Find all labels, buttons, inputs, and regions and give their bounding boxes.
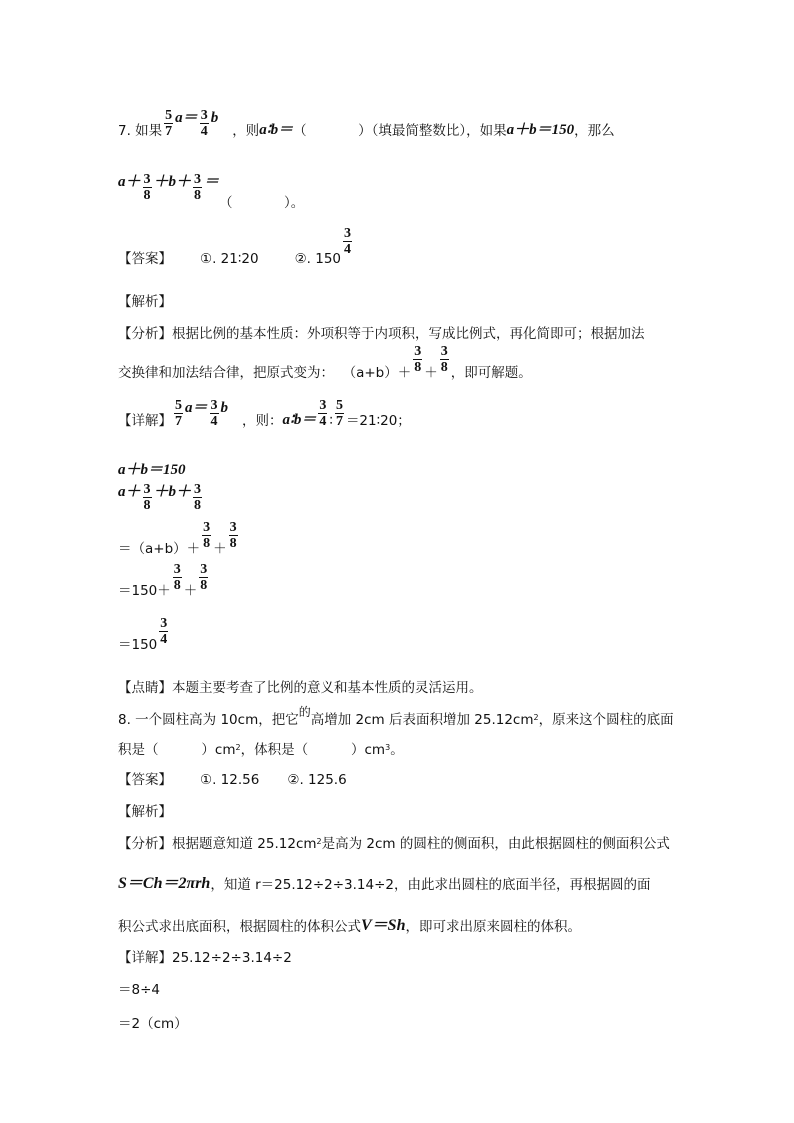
text-segment: 【分析】根据题意知道 25.12cm (118, 836, 317, 852)
text-segment: b (210, 110, 219, 126)
fraction (159, 616, 168, 647)
fraction (343, 226, 352, 257)
text-segment: ＋ (424, 365, 438, 381)
text-segment: a∶b＝ (282, 412, 317, 428)
text-segment: 3 (344, 226, 352, 241)
text-segment: 3 (160, 616, 168, 631)
text-segment: 3 (440, 344, 448, 359)
fraction (202, 520, 211, 551)
analysis-text-2 (118, 344, 532, 381)
text-segment: b (220, 400, 229, 416)
question-number: 7. 如果 (118, 123, 163, 139)
text-segment: ①. 21∶20 (200, 251, 259, 267)
text-segment: 3 (203, 520, 211, 535)
fraction (143, 172, 152, 203)
text-segment: 5 (335, 398, 343, 413)
text-segment: ，体积是（ ）cm (240, 742, 386, 758)
text-segment: ＝150 (118, 637, 158, 653)
step-4 (118, 562, 210, 599)
text-segment: ，原来这个圆柱的底面 (538, 712, 674, 728)
fraction (210, 398, 219, 429)
text-segment: ，知道 r＝25.12÷2÷3.14÷2，由此求出圆柱的底面半径，再根据圆的面 (210, 877, 651, 893)
text-segment: 7 (335, 414, 343, 429)
fraction (199, 562, 208, 593)
text-segment: 5 (165, 108, 173, 123)
fraction (200, 108, 209, 139)
text-segment: 3 (319, 398, 327, 413)
text-segment: a＋ (118, 484, 141, 500)
text-segment: 高增加 2cm 后表面积增加 25.12cm (310, 712, 534, 728)
text-segment: 8 (440, 360, 448, 375)
fraction (193, 482, 202, 513)
text-segment: ，即可求出原来圆柱的体积。 (405, 919, 581, 935)
text-segment: 8 (143, 188, 151, 203)
text-segment: a＝ (185, 400, 208, 416)
answer-line (118, 768, 347, 788)
comment-text: 【点睛】本题主要考查了比例的意义和基本性质的灵活运用。 (118, 680, 483, 696)
text-segment: 3 (143, 482, 151, 497)
text-segment: 【详解】 (118, 413, 172, 429)
text-segment: 3 (143, 172, 151, 187)
text-segment: a＋b＝150 (506, 122, 575, 138)
text-segment: a＝ (175, 110, 198, 126)
text-segment: 4 (160, 632, 168, 647)
text-segment: ＝ (204, 174, 220, 190)
step-1: a＋b＝150 (118, 462, 186, 478)
text-segment: ，则： (242, 413, 283, 429)
text-segment: 5 (175, 398, 182, 413)
fraction (173, 562, 182, 593)
fraction (193, 172, 202, 203)
text-segment: 7 (165, 124, 173, 139)
text-segment: 7 (175, 414, 182, 429)
text-segment: 【答案】 (118, 251, 172, 267)
text-segment: 2 (316, 837, 322, 846)
question-7 (118, 108, 615, 139)
question-8 (118, 705, 674, 728)
text-segment: ＝（a+b）＋ (118, 541, 201, 557)
text-segment: ∶ (329, 413, 333, 429)
text-segment: 积是（ ）cm (118, 742, 236, 758)
text-segment: 8 (203, 536, 211, 551)
text-segment: 8 (194, 498, 202, 513)
analysis-text-2 (118, 870, 651, 893)
text-segment: 3 (200, 562, 208, 577)
text-segment: V＝Sh (361, 917, 406, 934)
text-segment: 3 (194, 482, 202, 497)
text-segment: 的 (298, 705, 311, 719)
question-8-line-2 (118, 738, 404, 758)
step-5 (118, 616, 170, 653)
text-segment: ＋ (213, 541, 227, 557)
text-segment: 2 (533, 713, 539, 722)
text-segment: a∶b＝ (259, 122, 294, 138)
analysis-text (118, 832, 670, 852)
text-segment: ②. 125.6 (287, 772, 347, 788)
detail-line (118, 398, 411, 429)
text-segment: ＝150＋ (118, 583, 171, 599)
text-segment: 8 (229, 536, 237, 551)
text-segment: 3 (210, 398, 218, 413)
analysis-label: 【解析】 (118, 294, 172, 310)
fraction (440, 344, 449, 375)
text-segment: ＋b＋ (153, 174, 192, 190)
text-segment: 积公式求出底面积，根据圆柱的体积公式 (118, 919, 361, 935)
analysis-text: 【分析】根据比例的基本性质：外项积等于内项积，写成比例式，再化简即可；根据加法 (118, 326, 645, 342)
text-segment: 3 (414, 344, 422, 359)
text-segment: ，则 (232, 123, 260, 139)
text-segment: 3 (200, 108, 208, 123)
text-segment: 2 (235, 743, 241, 752)
text-segment: 是高为 2cm 的圆柱的侧面积，由此根据圆柱的侧面积公式 (321, 836, 670, 852)
text-segment: 8 (200, 578, 208, 593)
text-segment: 3 (194, 172, 202, 187)
analysis-label: 【解析】 (118, 804, 172, 820)
text-segment: 4 (319, 414, 327, 429)
step-3: ＝2（cm） (118, 1016, 188, 1032)
fraction (229, 520, 238, 551)
fraction (164, 108, 173, 139)
text-segment: ①. 12.56 (200, 772, 260, 788)
text-segment: 3 (229, 520, 237, 535)
fraction (174, 398, 183, 429)
text-segment: 8 (173, 578, 181, 593)
text-segment: 4 (200, 124, 208, 139)
detail-line: 【详解】25.12÷2÷3.14÷2 (118, 950, 292, 966)
analysis-text-3 (118, 912, 581, 935)
question-7-expression (118, 172, 305, 211)
text-segment: S＝Ch＝2πrh (118, 875, 211, 892)
text-segment: 。 (390, 742, 404, 758)
fraction (413, 344, 422, 375)
text-segment: a＋ (118, 174, 141, 190)
text-segment: 4 (210, 414, 218, 429)
text-segment: 8. 一个圆柱高为 10cm，把它 (118, 712, 299, 728)
fraction (318, 398, 327, 429)
text-segment: ，那么 (574, 123, 615, 139)
text-segment: 3 (173, 562, 181, 577)
fraction (335, 398, 344, 429)
text-segment: 4 (344, 242, 352, 257)
text-segment: 交换律和加法结合律，把原式变为： （a+b）＋ (118, 365, 412, 381)
answer-blank: （ ）。 (219, 195, 305, 211)
step-2: ＝8÷4 (118, 982, 160, 998)
fraction (143, 482, 152, 513)
answer-line (118, 226, 354, 267)
text-segment: 【答案】 (118, 772, 172, 788)
answer-blank: （ ）（填最简整数比），如果 (293, 123, 507, 139)
text-segment: ＋ (183, 583, 198, 599)
text-segment: ＋b＋ (153, 484, 192, 500)
text-segment: ＝21∶20； (345, 413, 411, 429)
text-segment: ，即可解题。 (450, 365, 532, 381)
text-segment: 3 (385, 743, 391, 752)
text-segment: 8 (194, 188, 202, 203)
step-3 (118, 520, 240, 557)
text-segment: 8 (414, 360, 422, 375)
text-segment: 8 (143, 498, 151, 513)
text-segment: ②. 150 (294, 251, 342, 267)
step-2 (118, 482, 204, 513)
